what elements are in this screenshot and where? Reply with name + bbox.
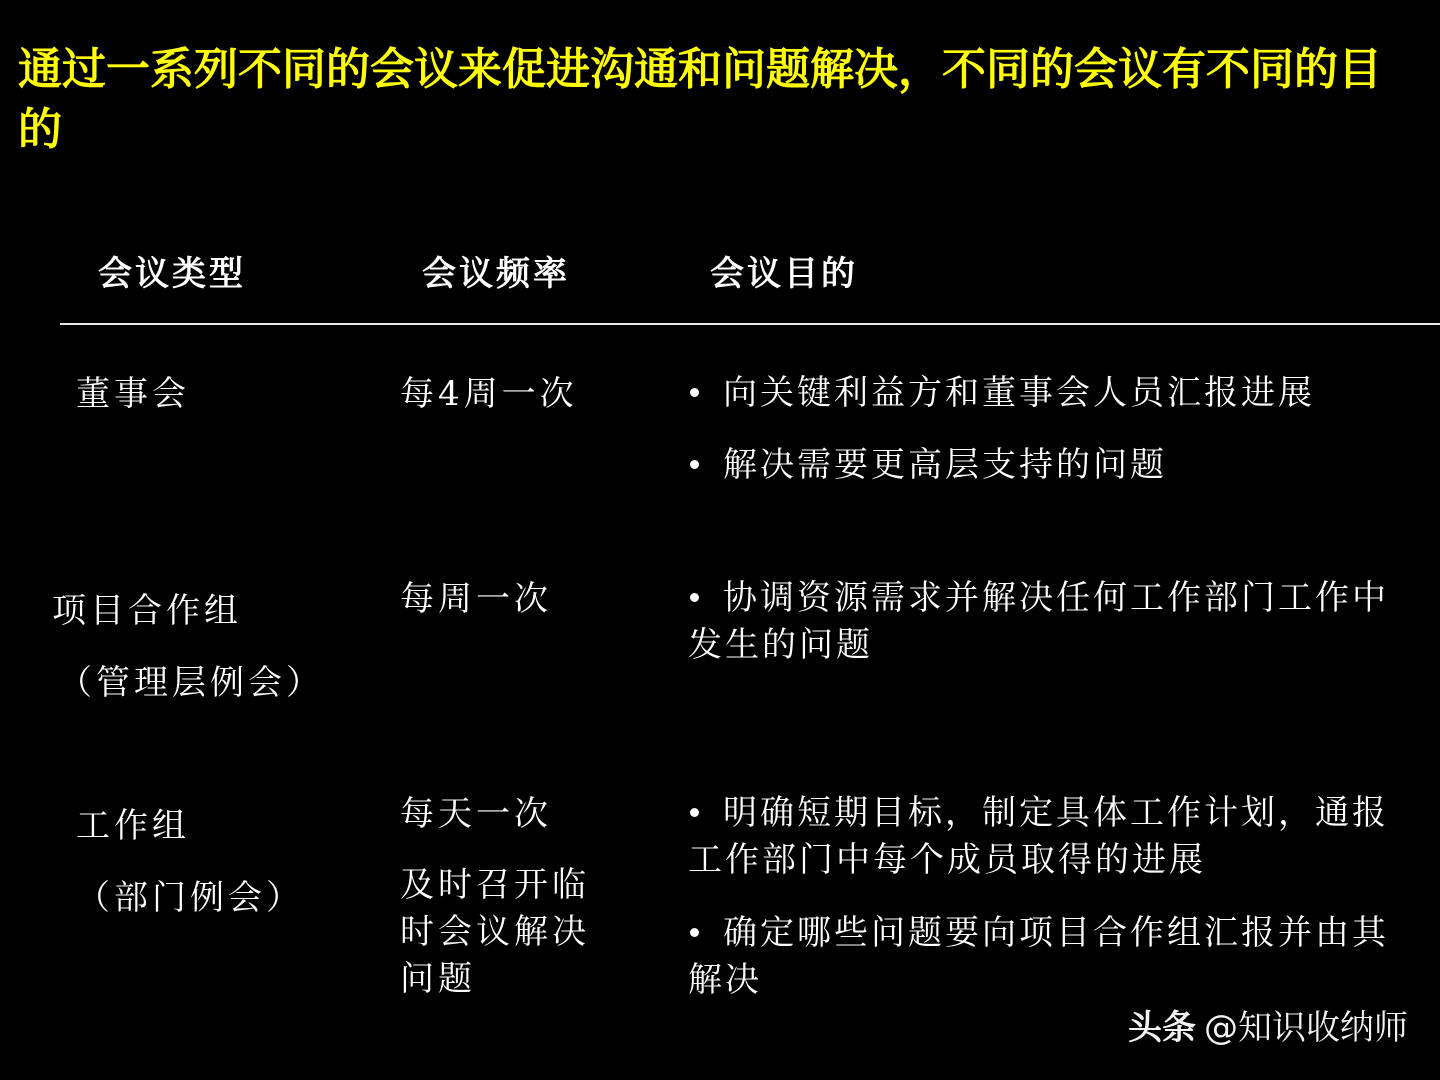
row-working-group-purpose-1	[688, 790, 1408, 884]
row-working-group-purpose-2	[688, 910, 1408, 1004]
row-project-group-frequency-text: 每周一次	[400, 579, 552, 619]
row-board-frequency-text: 每4周一次	[400, 374, 578, 414]
header-meeting-purpose: 会议目的	[710, 254, 858, 294]
row-board-purpose-2	[688, 442, 1408, 489]
bullet-icon	[690, 460, 699, 469]
purpose-text: 明确短期目标，制定具体工作计划，通报工作部门中每个成员取得的进展	[688, 793, 1389, 880]
row-working-group-frequency-text: 每天一次	[400, 794, 552, 834]
row-board-frequency	[400, 370, 578, 418]
row-project-group-frequency	[400, 575, 552, 623]
row-project-group-type	[52, 575, 324, 719]
row-working-group-type	[76, 790, 304, 934]
bullet-icon	[690, 388, 699, 397]
row-board-type	[76, 370, 190, 418]
slide-title: 通过一系列不同的会议来促进沟通和问题解决，不同的会议有不同的目的	[18, 44, 1382, 155]
purpose-text: 向关键利益方和董事会人员汇报进展	[723, 373, 1315, 413]
watermark-brand: 头条	[1128, 1008, 1196, 1048]
purpose-text: 解决需要更高层支持的问题	[723, 445, 1167, 485]
row-project-group-purpose-1	[688, 575, 1408, 669]
row-working-group-frequency	[400, 790, 590, 1003]
header-meeting-frequency: 会议频率	[422, 254, 570, 294]
bullet-icon	[690, 808, 699, 817]
row-working-group-frequency-note-2: 时会议解决	[400, 912, 590, 952]
purpose-text: 协调资源需求并解决任何工作部门工作中发生的问题	[688, 578, 1389, 665]
row-working-group-frequency-note-1: 及时召开临	[400, 865, 590, 905]
row-project-group-type-name: 项目合作组	[52, 591, 242, 631]
watermark-handle: @知识收纳师	[1204, 1008, 1408, 1048]
bullet-icon	[690, 928, 699, 937]
watermark	[1128, 1004, 1408, 1052]
header-divider	[60, 323, 1440, 325]
row-board-purpose-1	[688, 370, 1408, 417]
bullet-icon	[690, 593, 699, 602]
purpose-text: 确定哪些问题要向项目合作组汇报并由其解决	[688, 913, 1389, 1000]
header-meeting-type: 会议类型	[98, 254, 246, 294]
row-working-group-frequency-note-3: 问题	[400, 959, 476, 999]
row-board-type-text: 董事会	[76, 374, 190, 414]
row-project-group-type-note: （管理层例会）	[58, 663, 324, 703]
row-working-group-type-note: （部门例会）	[76, 878, 304, 918]
row-working-group-type-name: 工作组	[76, 806, 190, 846]
